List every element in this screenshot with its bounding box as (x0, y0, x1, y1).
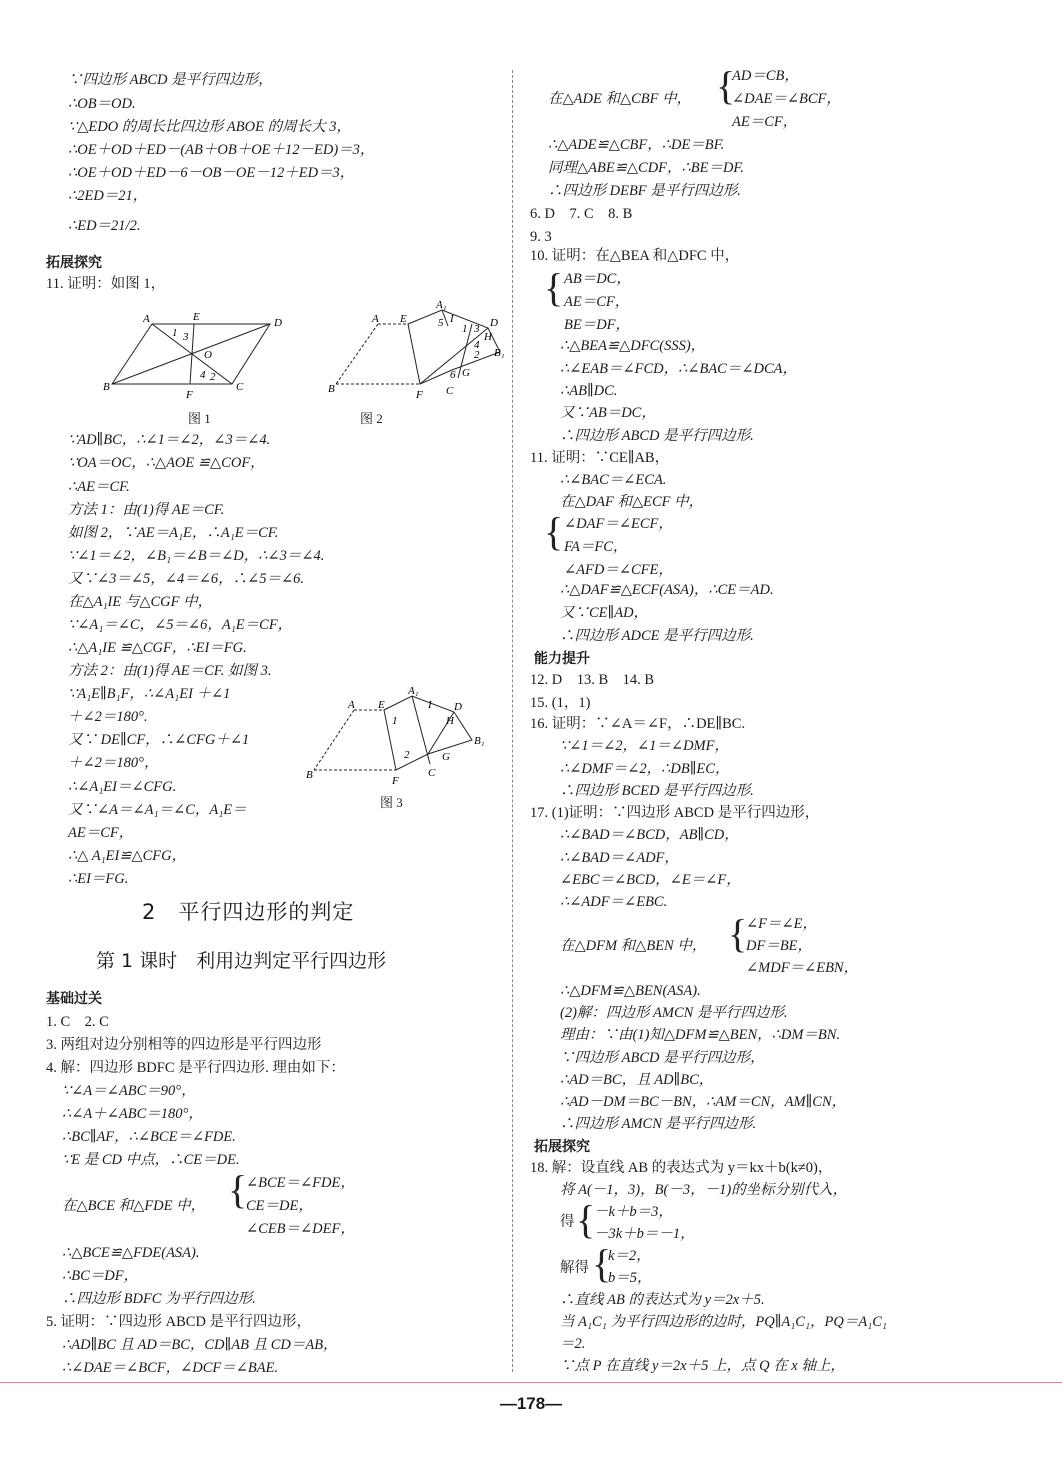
text-line: 在△ADE 和△CBF 中， (548, 91, 692, 107)
lesson-title: 第 1 课时 利用边判定平行四边形 (96, 950, 387, 972)
text-line: 又∵CE∥AD， (560, 605, 649, 621)
fig-label: 3 (474, 323, 480, 335)
section-heading: 拓展探究 (534, 1138, 590, 1154)
brace: { (576, 1197, 596, 1242)
problem-17-header: 17. (1)证明：∵四边形 ABCD 是平行四边形， (530, 805, 820, 821)
text-line: ＝2. (560, 1336, 586, 1352)
text-line: 理由：∵由(1)知△DFM≌△BEN，∴DM＝BN. (560, 1027, 841, 1043)
text-line: ∵四边形 ABCD 是平行四边形， (68, 72, 273, 88)
fig-label: O (204, 349, 212, 361)
text-line: 又∵AB＝DC， (560, 405, 656, 421)
text-line: (2)解：四边形 AMCN 是平行四边形. (560, 1005, 788, 1021)
text-line: ∵A₁E∥B₁F，∴∠A₁EI ＋∠1 (68, 686, 231, 702)
fig-label: 6 (450, 369, 456, 381)
figure-2-caption: 图 2 (360, 411, 383, 426)
fig-label: F (416, 389, 423, 401)
text-line: ∵∠1＝∠2，∠1＝∠DMF， (560, 738, 729, 754)
text-line: DF＝BE， (746, 938, 813, 954)
fig-label: 2 (210, 371, 216, 383)
text-line: ∠AFD＝∠CFE， (564, 562, 673, 578)
text-line: ∴∠DMF＝∠2，∴DB∥EC， (560, 761, 730, 777)
text-line: ∠CEB＝∠DEF， (246, 1221, 355, 1237)
text-line: 如图 2，∵AE＝A₁E，∴A₁E＝CF. (68, 525, 279, 541)
fig-label: A (348, 699, 355, 711)
fig-label: C (446, 385, 454, 397)
text-line: ∴OB＝OD. (68, 96, 136, 112)
fig-label: A (372, 313, 379, 325)
text-line: AB＝DC， (564, 271, 631, 287)
brace: { (544, 265, 564, 310)
figures-1-2 (102, 298, 522, 428)
text-line: ＋∠2＝180°. (68, 709, 148, 725)
text-line: 方法 2：由(1)得 AE＝CF. 如图 3. (68, 663, 272, 679)
section-heading: 拓展探究 (46, 254, 102, 270)
text-line: ∴∠EAB＝∠FCD，∴∠BAC＝∠DCA， (560, 361, 798, 377)
fig-label: B (103, 381, 110, 393)
text-line: ∴OE＋OD＋ED－(AB＋OB＋OE＋12－ED)＝3， (68, 142, 375, 158)
text-line: 方法 1：由(1)得 AE＝CF. (68, 502, 225, 518)
text-line: ∵AD∥BC，∴∠1＝∠2，∠3＝∠4. (68, 432, 271, 448)
answer-line: 1. C 2. C (46, 1014, 109, 1030)
fig-label: B (328, 383, 335, 395)
text-line: ∴∠BAD＝∠ADF， (560, 850, 679, 866)
text-line: 在△BCE 和△FDE 中， (62, 1198, 206, 1214)
text-line: BE＝DF， (564, 317, 631, 333)
fig-label: 4 (474, 339, 480, 351)
text-line: ∵∠A＝∠ABC＝90°， (62, 1083, 196, 1099)
text-line: 当 A₁C₁ 为平行四边形的边时，PQ∥A₁C₁，PQ＝A₁C₁ (560, 1314, 887, 1330)
text-line: ∴EI＝FG. (68, 871, 129, 887)
brace: { (716, 63, 736, 108)
text-line: ∴△BEA≌△DFC(SSS)， (560, 338, 706, 354)
fig-label: C (236, 381, 244, 393)
text-line: 又∵∠3＝∠5，∠4＝∠6，∴∠5＝∠6. (68, 571, 305, 587)
text-line: ∴AB∥DC. (560, 383, 618, 399)
problem-10-header: 10. 证明：在△BEA 和△DFC 中， (530, 248, 740, 264)
text-line: 解得 (560, 1260, 589, 1276)
fraction-line: ∴ED＝21/2. (68, 218, 141, 234)
text-line: ∴四边形 DEBF 是平行四边形. (548, 183, 741, 199)
text-line: ∴△BCE≌△FDE(ASA). (62, 1245, 200, 1261)
text-line: CE＝DE， (246, 1198, 313, 1214)
brace: { (728, 911, 748, 956)
answer-line: 3. 两组对边分别相等的四边形是平行四边形 (46, 1037, 322, 1053)
fig-label: E (400, 313, 407, 325)
fig-label: 2 (474, 349, 480, 361)
figure-1-caption: 图 1 (188, 411, 211, 426)
problem-4-header: 4. 解：四边形 BDFC 是平行四边形. 理由如下： (46, 1060, 345, 1076)
text-line: ∴四边形 ADCE 是平行四边形. (560, 628, 754, 644)
text-line: ∠DAE＝∠BCF， (732, 91, 841, 107)
text-line: ∴直线 AB 的表达式为 y＝2x＋5. (560, 1292, 765, 1308)
fig-label: 1 (172, 327, 178, 339)
fig-label: H (484, 331, 492, 343)
fig-label: D (454, 701, 462, 713)
text-line: ∠F＝∠E， (746, 916, 818, 932)
fig-label: I (450, 313, 454, 325)
fig-label: 5 (438, 317, 444, 329)
text-line: 将 A(－1，3)，B(－3，－1)的坐标分别代入， (560, 1182, 848, 1198)
problem-11-header: 11. 证明：∵CE∥AB， (530, 450, 670, 466)
brace: { (592, 1241, 612, 1286)
footer-rule (0, 1382, 1062, 1383)
fig-label: C (428, 767, 436, 779)
fig-label: 1 (392, 715, 398, 727)
fig-label: 1 (462, 323, 468, 335)
chapter-title: 2 平行四边形的判定 (142, 900, 355, 924)
fig-label: 3 (183, 331, 189, 343)
text-line: ∵∠A₁＝∠C，∠5＝∠6，A₁E＝CF， (68, 617, 293, 633)
brace: { (544, 509, 564, 554)
text-line: ∴BC∥AF，∴∠BCE＝∠FDE. (62, 1129, 236, 1145)
problem-18-header: 18. 解：设直线 AB 的表达式为 y＝kx＋b(k≠0)， (530, 1160, 833, 1176)
fig-label: H (446, 715, 454, 727)
text-line: ∴2ED＝21， (68, 188, 148, 204)
text-line: ∠EBC＝∠BCD，∠E＝∠F， (560, 872, 741, 888)
text-line: ∴∠ADF＝∠EBC. (560, 894, 668, 910)
text-line: ∴四边形 BDFC 为平行四边形. (62, 1291, 256, 1307)
fig-label: F (186, 389, 193, 401)
problem-11-header: 11. 证明：如图 1， (46, 276, 166, 292)
text-line: ∵OA＝OC，∴△AOE ≌△COF， (68, 455, 265, 471)
text-line: ∴∠A＋∠ABC＝180°， (62, 1106, 203, 1122)
figure-3-caption: 图 3 (380, 795, 403, 810)
fig-label: D (490, 317, 498, 329)
fig-label: E (193, 311, 200, 323)
fig-label: B (306, 769, 313, 781)
fig-label: G (442, 751, 450, 763)
text-line: AE＝CF， (732, 114, 798, 130)
answer-line: 12. D 13. B 14. B (530, 672, 655, 688)
text-line: ∠DAF＝∠ECF， (564, 516, 673, 532)
fig-label: F (392, 775, 399, 787)
text-line: ∴∠BAC＝∠ECA. (560, 472, 667, 488)
text-line: AE＝CF， (564, 294, 630, 310)
text-line: AD＝CB， (732, 68, 799, 84)
fig-label: B₁ (474, 735, 485, 747)
text-line: k＝2， (608, 1248, 651, 1264)
fig-label: D (274, 317, 282, 329)
text-line: ∠MDF＝∠EBN， (746, 960, 859, 976)
text-line: ∴△ADE≌△CBF，∴DE＝BF. (548, 137, 725, 153)
fig-label: B₁ (494, 347, 505, 359)
figure-1 (103, 311, 282, 401)
text-line: FA＝FC， (564, 539, 628, 555)
figure-2 (328, 299, 505, 401)
text-line: ∴AD＝BC，且 AD∥BC， (560, 1072, 714, 1088)
text-line: 在△DFM 和△BEN 中， (560, 938, 707, 954)
text-line: ∴∠BAD＝∠BCD，AB∥CD， (560, 827, 739, 843)
fig-label: 2 (404, 749, 410, 761)
text-line: －3k＋b＝－1， (594, 1226, 695, 1242)
text-line: ∵△EDO 的周长比四边形 ABOE 的周长大 3， (68, 119, 351, 135)
text-line: b＝5， (608, 1270, 652, 1286)
text-line: ∴△DFM≌△BEN(ASA). (560, 983, 701, 999)
fig-label: E (378, 699, 385, 711)
problem-16-header: 16. 证明：∵∠A＝∠F，∴DE∥BC. (530, 716, 746, 732)
text-line: 得 (560, 1214, 575, 1230)
brace: { (228, 1167, 248, 1212)
text-line: ∴AD∥BC 且 AD＝BC，CD∥AB 且 CD＝AB， (62, 1337, 338, 1353)
text-line: 又∵ DE∥CF，∴∠CFG＋∠1 (68, 732, 250, 748)
text-line: ∴BC＝DF， (62, 1268, 139, 1284)
section-heading: 基础过关 (46, 990, 102, 1006)
text-line: ∵点 P 在直线 y＝2x＋5 上，点 Q 在 x 轴上， (560, 1358, 845, 1374)
text-line: ∴∠DAE＝∠BCF，∠DCF＝∠BAE. (62, 1360, 279, 1376)
fig-label: A₁ (408, 685, 419, 697)
text-line: 又∵∠A＝∠A₁＝∠C，A₁E＝ (68, 802, 247, 818)
text-line: ∠BCE＝∠FDE， (246, 1175, 355, 1191)
text-line: 在△DAF 和△ECF 中， (560, 494, 704, 510)
fig-label: A₁ (436, 299, 447, 311)
column-divider (512, 70, 513, 1372)
fig-label: A (143, 313, 150, 325)
text-line: ∵∠1＝∠2，∠B₁＝∠B＝∠D，∴∠3＝∠4. (68, 548, 325, 564)
text-line: ∴四边形 BCED 是平行四边形. (560, 783, 754, 799)
text-line: ∴△A₁IE ≌△CGF，∴EI＝FG. (68, 640, 247, 656)
text-line: ∴△DAF≌△ECF(ASA)，∴CE＝AD. (560, 582, 774, 598)
text-line: ∴∠A₁EI＝∠CFG. (68, 779, 177, 795)
text-line: ∴AE＝CF. (68, 479, 130, 495)
text-line: ∴四边形 ABCD 是平行四边形. (560, 428, 754, 444)
text-line: ∵四边形 ABCD 是平行四边形， (560, 1050, 765, 1066)
text-line: ∴四边形 AMCN 是平行四边形. (560, 1116, 757, 1132)
answer-line: 15. (1，1) (530, 695, 591, 711)
answer-line: 6. D 7. C 8. B (530, 206, 633, 222)
text-line: ∴OE＋OD＋ED－6－OB－OE－12＋ED＝3， (68, 165, 355, 181)
text-line: －k＋b＝3， (594, 1204, 673, 1220)
text-line: ＋∠2＝180°， (68, 755, 159, 771)
section-heading: 能力提升 (534, 650, 590, 666)
page-number: —178— (499, 1394, 563, 1413)
answer-line: 9. 3 (530, 229, 552, 245)
text-line: AE＝CF， (68, 825, 134, 841)
text-line: ∵E 是 CD 中点，∴CE＝DE. (62, 1152, 240, 1168)
text-line: 同理△ABE≌△CDF，∴BE＝DF. (548, 160, 745, 176)
figure-3 (304, 684, 504, 794)
fig-label: I (428, 699, 432, 711)
text-line: ∴△ A₁EI≌△CFG， (68, 848, 187, 864)
text-line: 在△A₁IE 与△CGF 中， (68, 594, 213, 610)
text-line: ∴AD－DM＝BC－BN，∴AM＝CN，AM∥CN， (560, 1094, 847, 1110)
problem-5-header: 5. 证明：∵四边形 ABCD 是平行四边形， (46, 1314, 312, 1330)
fig-label: G (462, 367, 470, 379)
fig-label: 4 (200, 369, 206, 381)
